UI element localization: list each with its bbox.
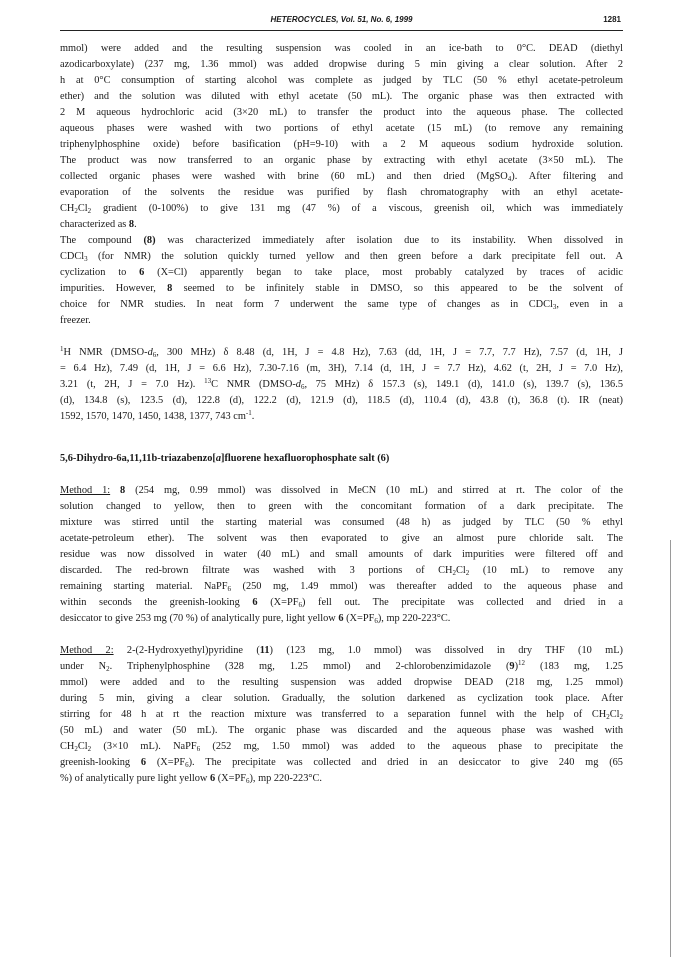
- text-line: cyclization to 6 (X=Cl) apparently began to take place, most probably catalyzed by traces of acidic: [60, 267, 623, 278]
- text-line: = 6.4 Hz), 7.49 (d, 1H, J = 6.6 Hz), 7.30-7.16 (m, 3H), 7.14 (d, 1H, J = 7.7 Hz), 4.62 (t, 2H, J = 7.0 Hz),: [60, 363, 623, 374]
- text-line: aqueous phases were washed with two portions of ethyl acetate (15 mL) (to remove any remaining: [60, 123, 623, 134]
- text-line: within seconds the greenish-looking 6 $(X=PF_6)$ fell out. The precipitate was collected and dried in a: [60, 597, 623, 609]
- text-line: solution changed to yellow, then to green with the concomitant formation of a dark precipitate. The: [60, 501, 623, 512]
- section-heading: 5,6-Dihydro-6a,11,11b-triazabenzo[a]fluorene hexafluorophosphate salt (6): [60, 453, 390, 464]
- paragraph-nmr-data: [60, 345, 623, 425]
- paragraph-stability: [60, 233, 623, 329]
- text-line: choice for NMR studies. In neat form 7 underwent the same type of changes as in CDCl$_3$, even in a: [60, 299, 623, 311]
- text-line: greenish-looking 6 $(X=PF_6)$. The precipitate was collected and dried in an desiccator to give 240 mg (65: [60, 757, 623, 769]
- text-line: %) of analytically pure light yellow 6 $(X=PF_6)$, mp 220-223°C.: [60, 773, 322, 785]
- page-body: [60, 41, 623, 787]
- text-line: The product was now transferred to an organic phase by extracting with ethyl acetate (3×50 mL). The: [60, 155, 623, 166]
- text-line: stirring for 48 h at rt the reaction mixture was transferred to a separation funnel with the help of $CH_2Cl_2$: [60, 709, 623, 721]
- text-line: during 5 min, giving a clear solution. Gradually, the solution darkened as cyclization took place. After: [60, 693, 623, 704]
- text-line: discarded. The red-brown filtrate was washed with 3 portions of $CH_2Cl_2$ (10 mL) to remove any: [60, 565, 623, 577]
- text-line: collected organic phases were washed with brine (60 mL) and then dried (MgSO$_4$). After filtering and: [60, 171, 623, 183]
- text-line: remaining starting material. NaPF$_6$ (250 mg, 1.49 mmol) was thereafter added to the aqueous phase and: [60, 581, 623, 593]
- text-line: under $N_2$. Triphenylphosphine (328 mg, 1.25 mmol) and 2-chlorobenzimidazole $(9)^{12}$ (183 mg, 1.25: [60, 659, 623, 673]
- text-line: triphenylphosphine oxide) before basification (pH=9-10) with a 2 M aqueous sodium hydroxide solution.: [60, 139, 623, 150]
- text-line: $CH_2Cl_2$ (3×10 mL). NaPF$_6$ (252 mg, 1.50 mmol) was added to the aqueous phase to precipitate the: [60, 741, 623, 753]
- text-line: mmol) were added and the resulting suspension was cooled in an ice-bath to 0°C. DEAD (diethyl: [60, 43, 623, 54]
- text-line: evaporation of the solvents the residue was purified by flash chromatography with an ethyl acetate-: [60, 187, 623, 198]
- text-line: desiccator to give 253 mg (70 %) of analytically pure, light yellow 6 $(X=PF_6)$, mp 220-223°C.: [60, 613, 451, 625]
- text-line: The compound (8) was characterized immediately after isolation due to its instability. When dissolved in: [60, 235, 623, 246]
- paragraph-method-2: [60, 643, 623, 787]
- text-line: Method 1: 8 (254 mg, 0.99 mmol) was dissolved in MeCN (10 mL) and stirred at rt. The color of the: [60, 485, 624, 496]
- text-line: (d), 134.8 (s), 123.5 (d), 122.8 (d), 122.2 (d), 121.9 (d), 118.5 (d), 110.4 (d), 43.8 (t), 36.8 (t). IR (neat): [60, 395, 623, 406]
- text-line: 3.21 (t, 2H, J = 7.0 Hz). $^{13}$C NMR ($DMSO-d_6$, 75 MHz) δ 157.3 (s), 149.1 (d), 141.0 (s), 139.7 (s), 136.5: [60, 377, 623, 391]
- text-line: residue was now dissolved in water (40 mL) and small amounts of dark impurities were filtered off and: [60, 549, 623, 560]
- text-line: azodicarboxylate) (237 mg, 1.36 mmol) was added dropwise during 5 min giving a clear solution. After 2: [60, 59, 623, 70]
- text-line: 2 M aqueous hydrochloric acid (3×20 mL) to transfer the product into the aqueous phase. The collected: [60, 107, 623, 118]
- margin-rule: [670, 540, 671, 957]
- text-line: Method 2: 2-(2-Hydroxyethyl)pyridine (11) (123 mg, 1.0 mmol) was dissolved in dry THF (10 mL): [60, 645, 623, 656]
- text-line: impurities. However, 8 seemed to be infinitely stable in DMSO, so this appeared to be the solvent of: [60, 283, 623, 294]
- page-number: 1281: [603, 15, 621, 24]
- text-line: CDCl$_3$ (for NMR) the solution quickly turned yellow and then green before a dark precipitate fell out. A: [60, 251, 623, 263]
- text-line: mmol) were added and to the resulting suspension was added dropwise DEAD (218 mg, 1.25 mmol): [60, 677, 623, 688]
- running-header: [60, 6, 623, 31]
- text-line: $CH_2Cl_2$ gradient (0-100%) to give 131 mg (47 %) of a viscous, greenish oil, which was immediately: [60, 203, 623, 215]
- text-line: mixture was stirred until the starting material was consumed (48 h) as judged by TLC (50 % ethyl: [60, 517, 623, 528]
- text-line: ether) and the solution was diluted with ethyl acetate (50 mL). The organic phase was then extracted with: [60, 91, 623, 102]
- text-line: freezer.: [60, 315, 91, 326]
- text-line: $^1$H NMR ($DMSO-d_6$, 300 MHz) δ 8.48 (d, 1H, J = 4.8 Hz), 7.63 (dd, 1H, J = 7.7, 7.7 Hz), 7.57 (d, 1H, J: [60, 345, 623, 359]
- paragraph-method-1: [60, 483, 623, 627]
- journal-title: HETEROCYCLES, Vol. 51, No. 6, 1999: [270, 15, 413, 24]
- text-line: characterized as 8.: [60, 219, 137, 230]
- text-line: 1592, 1570, 1470, 1450, 1438, 1377, 743 $cm^{-1}$.: [60, 409, 255, 422]
- text-line: h at 0°C consumption of starting alcohol was complete as judged by TLC (50 % ethyl acetate-petroleum: [60, 75, 623, 86]
- text-line: (50 mL) and water (50 mL). The organic phase was discarded and the aqueous phase was washed with: [60, 725, 623, 736]
- paragraph-workup: [60, 41, 623, 233]
- text-line: acetate-petroleum ether). The solvent was then evaporated to give an almost pure chloride salt. The: [60, 533, 623, 544]
